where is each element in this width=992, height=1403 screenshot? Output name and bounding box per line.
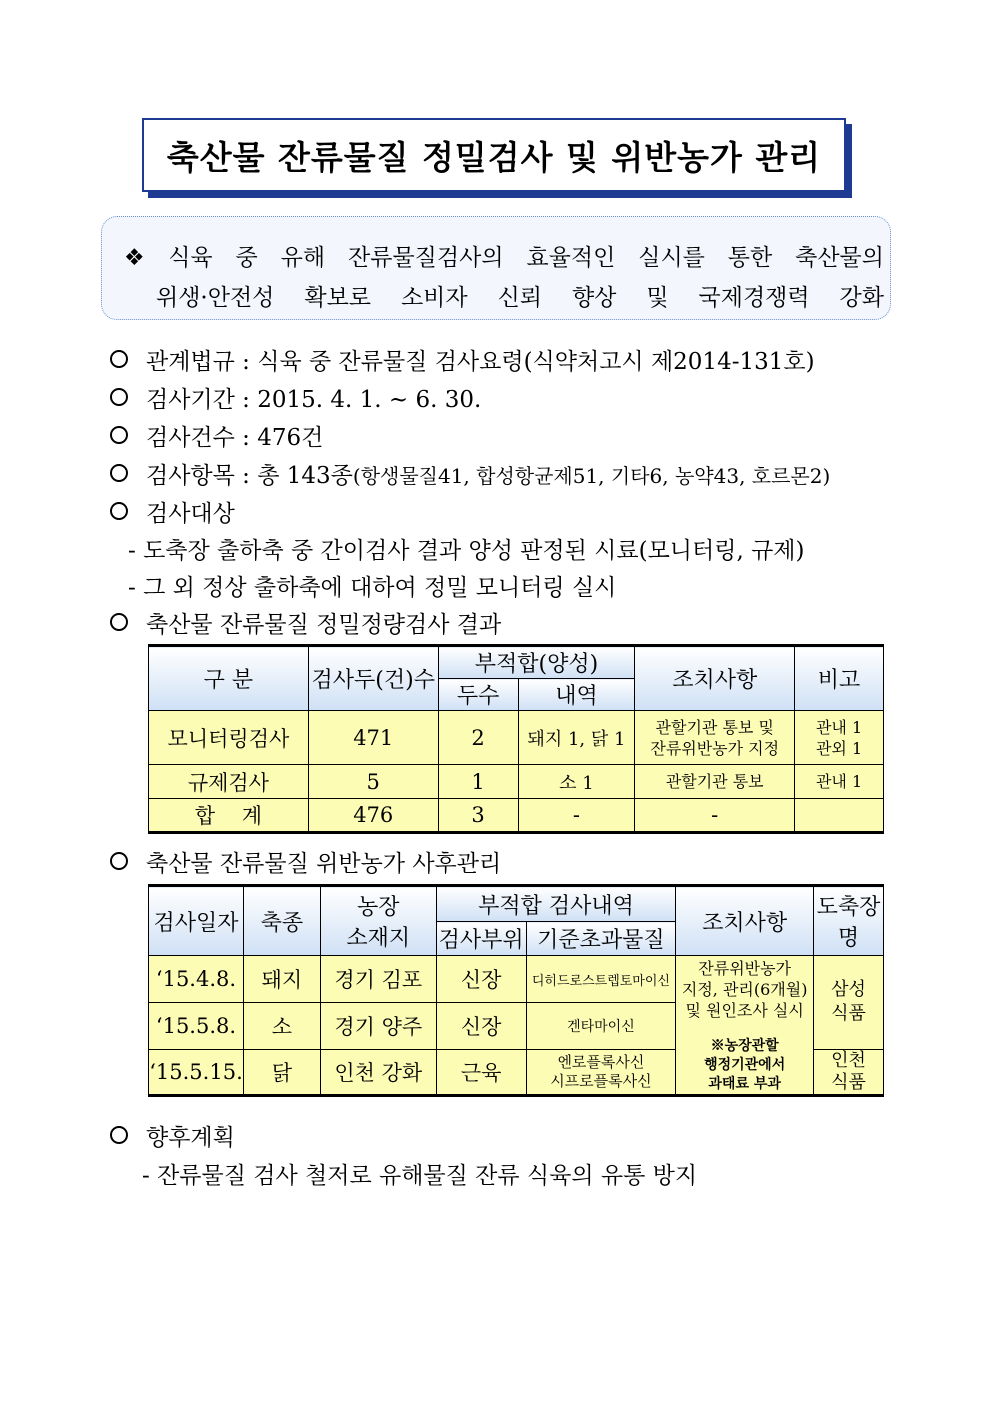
cell-part: 신장	[436, 956, 526, 1003]
plan-sub-1: - 잔류물질 검사 철저로 유해물질 잔류 식육의 유통 방지	[142, 1163, 698, 1189]
header-farm: 농장 소재지	[320, 886, 436, 956]
title-box	[142, 118, 846, 192]
header-note: 비고	[795, 646, 884, 711]
cell-count: 5	[308, 765, 438, 799]
farm-table	[148, 884, 884, 1097]
cell-action: 잔류위반농가 지정, 관리(6개월) 및 원인조사 실시 ※농장관할 행정기관에서 과태료 부과	[676, 956, 814, 1096]
cell-date: ‘15.5.8.	[149, 1003, 244, 1049]
circle-bullet-icon	[110, 350, 128, 368]
table-row-total	[149, 799, 884, 833]
table-row	[149, 711, 884, 765]
result-table	[148, 644, 884, 834]
result-heading: 축산물 잔류물질 정밀정량검사 결과	[110, 606, 501, 639]
cell-substance: 디히드로스트렙토마이신	[526, 956, 676, 1003]
header-substance: 기준초과물질	[526, 922, 676, 956]
header-action: 조치사항	[676, 886, 814, 956]
circle-bullet-icon	[110, 613, 128, 631]
circle-bullet-icon	[110, 852, 128, 870]
cell-action: 관할기관 통보	[635, 765, 795, 799]
cell-category: 합 계	[149, 799, 309, 833]
diamond-cluster-icon: ❖	[124, 245, 161, 271]
page-title: 축산물 잔류물질 정밀검사 및 위반농가 관리	[166, 137, 822, 177]
cell-category: 모니터링검사	[149, 711, 309, 765]
cell-action: -	[635, 799, 795, 833]
cell-farm: 경기 양주	[320, 1003, 436, 1049]
test-items-item: 검사항목 : 총 143종(항생물질41, 합성항균제51, 기타6, 농약43, 호르몬2)	[110, 457, 830, 490]
header-heads: 두수	[438, 679, 518, 711]
cell-detail: -	[518, 799, 635, 833]
header-date: 검사일자	[149, 886, 244, 956]
cell-heads: 2	[438, 711, 518, 765]
header-part: 검사부위	[436, 922, 526, 956]
cell-category: 규제검사	[149, 765, 309, 799]
cell-species: 소	[243, 1003, 320, 1049]
cell-count: 476	[308, 799, 438, 833]
summary-line-2: 위생·안전성 확보로 소비자 신뢰 향상 및 국제경쟁력 강화	[156, 285, 884, 311]
cell-species: 닭	[243, 1049, 320, 1095]
cell-note	[795, 799, 884, 833]
cell-note: 관내 1 관외 1	[795, 711, 884, 765]
header-fail: 부적합(양성)	[438, 646, 635, 679]
cell-note: 관내 1	[795, 765, 884, 799]
header-species: 축종	[243, 886, 320, 956]
farm-heading: 축산물 잔류물질 위반농가 사후관리	[110, 845, 501, 878]
header-action: 조치사항	[635, 646, 795, 711]
cell-detail: 소 1	[518, 765, 635, 799]
cell-count: 471	[308, 711, 438, 765]
header-detail: 내역	[518, 679, 635, 711]
circle-bullet-icon	[110, 502, 128, 520]
subject-sub-2: - 그 외 정상 출하축에 대하여 정밀 모니터링 실시	[128, 575, 617, 601]
subject-item: 검사대상	[110, 495, 235, 528]
cell-part: 근육	[436, 1049, 526, 1095]
cell-species: 돼지	[243, 956, 320, 1003]
cell-detail: 돼지 1, 닭 1	[518, 711, 635, 765]
count-item: 검사건수 : 476건	[110, 419, 323, 452]
plan-heading: 향후계획	[110, 1119, 235, 1152]
cell-heads: 3	[438, 799, 518, 833]
subject-sub-1: - 도축장 출하축 중 간이검사 결과 양성 판정된 시료(모니터링, 규제)	[128, 538, 805, 564]
cell-substance: 엔로플록사신 시프로플록사신	[526, 1049, 676, 1095]
summary-line-1: ❖ 식육 중 유해 잔류물질검사의 효율적인 실시를 통한 축산물의	[124, 245, 884, 271]
header-slaughterhouse: 도축장 명	[814, 886, 884, 956]
circle-bullet-icon	[110, 426, 128, 444]
cell-farm: 경기 김포	[320, 956, 436, 1003]
header-count: 검사두(건)수	[308, 646, 438, 711]
cell-slaughterhouse: 삼성 식품	[814, 956, 884, 1050]
law-item: 관계법규 : 식육 중 잔류물질 검사요령(식약처고시 제2014-131호)	[110, 343, 815, 376]
cell-slaughterhouse: 인천 식품	[814, 1049, 884, 1095]
cell-date: ‘15.4.8.	[149, 956, 244, 1003]
cell-date: ‘15.5.15.	[149, 1049, 244, 1095]
circle-bullet-icon	[110, 464, 128, 482]
summary-box	[101, 216, 891, 320]
table-row	[149, 956, 884, 1003]
header-category: 구 분	[149, 646, 309, 711]
cell-part: 신장	[436, 1003, 526, 1049]
cell-heads: 1	[438, 765, 518, 799]
cell-farm: 인천 강화	[320, 1049, 436, 1095]
cell-substance: 겐타마이신	[526, 1003, 676, 1049]
header-fail: 부적합 검사내역	[436, 886, 676, 922]
circle-bullet-icon	[110, 388, 128, 406]
table-row	[149, 765, 884, 799]
circle-bullet-icon	[110, 1126, 128, 1144]
cell-action: 관할기관 통보 및 잔류위반농가 지정	[635, 711, 795, 765]
period-item: 검사기간 : 2015. 4. 1. ~ 6. 30.	[110, 381, 481, 414]
